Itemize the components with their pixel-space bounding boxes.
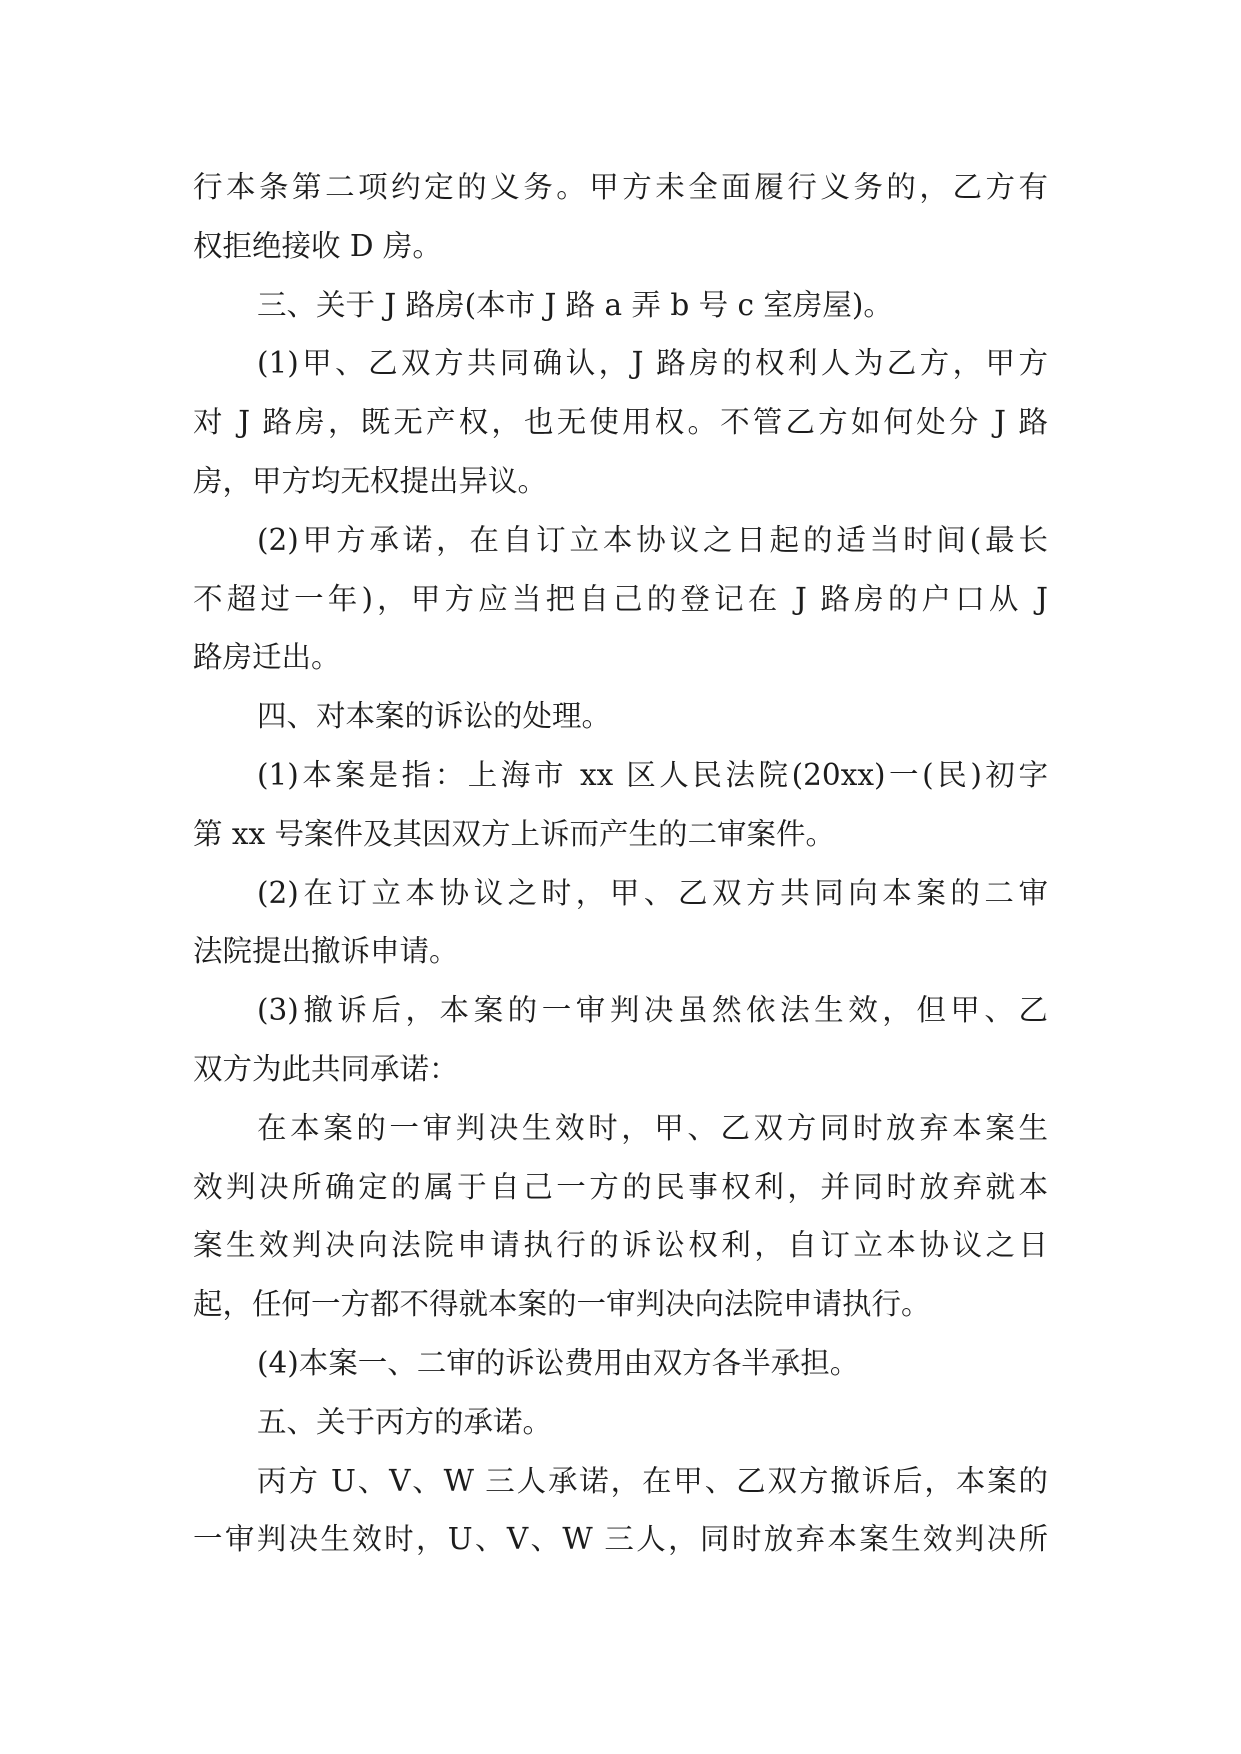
text-line: (1)甲、乙双方共同确认，J 路房的权利人为乙方，甲方 <box>257 346 1048 381</box>
text-line: 行本条第二项约定的义务。甲方未全面履行义务的，乙方有 <box>193 170 1048 204</box>
text-line: 丙方 U、V、W 三人承诺，在甲、乙双方撤诉后，本案的 <box>257 1463 1048 1498</box>
text-line: 一审判决生效时，U、V、W 三人，同时放弃本案生效判决所 <box>193 1522 1048 1557</box>
text-line: (2)甲方承诺，在自订立本协议之日起的适当时间(最长 <box>257 522 1048 557</box>
text-line: 案生效判决向法院申请执行的诉讼权利，自订立本协议之日 <box>193 1228 1048 1263</box>
text-line: 双方为此共同承诺： <box>193 1051 459 1086</box>
text-line: 法院提出撤诉申请。 <box>193 934 459 969</box>
section-heading: 四、对本案的诉讼的处理。 <box>257 699 612 734</box>
text-line: 效判决所确定的属于自己一方的民事权利，并同时放弃就本 <box>193 1169 1048 1204</box>
document-body <box>193 158 1048 1569</box>
text-line: (1)本案是指：上海市 xx 区人民法院(20xx)一(民)初字 <box>257 757 1048 792</box>
text-line: 在本案的一审判决生效时，甲、乙双方同时放弃本案生 <box>257 1110 1048 1145</box>
section-heading: 三、关于 J 路房(本市 J 路 a 弄 b 号 c 室房屋)。 <box>257 287 893 322</box>
section-heading: 五、关于丙方的承诺。 <box>257 1404 553 1439</box>
text-line: (2)在订立本协议之时，甲、乙双方共同向本案的二审 <box>257 875 1048 910</box>
text-line: (3)撤诉后，本案的一审判决虽然依法生效，但甲、乙 <box>257 993 1048 1028</box>
text-line: 权拒绝接收 D 房。 <box>193 228 442 263</box>
text-line: 起，任何一方都不得就本案的一审判决向法院申请执行。 <box>193 1287 931 1322</box>
text-line: 对 J 路房，既无产权，也无使用权。不管乙方如何处分 J 路 <box>193 405 1048 440</box>
text-line: 不超过一年)，甲方应当把自己的登记在 J 路房的户口从 J <box>193 581 1048 616</box>
text-line: 房，甲方均无权提出异议。 <box>193 463 548 498</box>
text-line: (4)本案一、二审的诉讼费用由双方各半承担。 <box>257 1345 860 1380</box>
text-line: 第 xx 号案件及其因双方上诉而产生的二审案件。 <box>193 816 836 851</box>
text-line: 路房迁出。 <box>193 640 341 675</box>
